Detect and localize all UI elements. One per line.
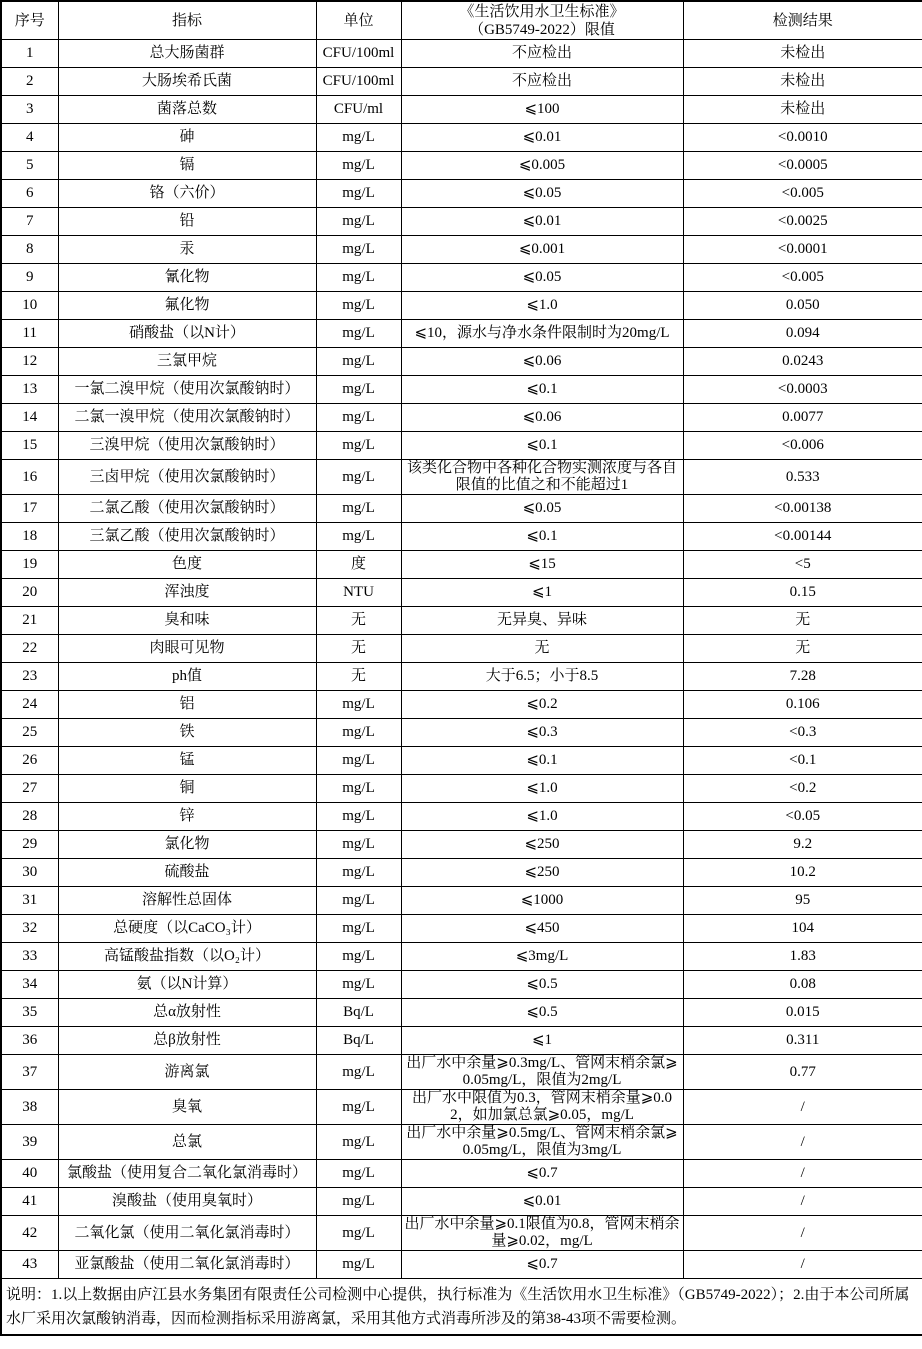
cell-unit: CFU/100ml [316,68,401,96]
cell-limit: ⩽0.005 [401,152,683,180]
header-indicator: 指标 [58,1,316,40]
cell-unit: mg/L [316,348,401,376]
cell-unit: 无 [316,607,401,635]
table-row [1,1090,922,1125]
cell-no: 32 [1,915,58,943]
cell-indicator: 氯化物 [58,831,316,859]
cell-result: <0.0003 [683,376,922,404]
cell-indicator: 二氯一溴甲烷（使用次氯酸钠时） [58,404,316,432]
cell-result: <0.005 [683,264,922,292]
table-row [1,236,922,264]
table-row [1,180,922,208]
table-row [1,1216,922,1251]
cell-result: 7.28 [683,663,922,691]
cell-limit: ⩽0.1 [401,747,683,775]
table-row [1,376,922,404]
header-limit-line2: （GB5749-2022）限值 [469,21,615,38]
cell-no: 12 [1,348,58,376]
cell-limit: ⩽1000 [401,887,683,915]
cell-unit: mg/L [316,719,401,747]
cell-no: 43 [1,1251,58,1279]
cell-result: 0.050 [683,292,922,320]
cell-limit: ⩽0.2 [401,691,683,719]
cell-unit: mg/L [316,376,401,404]
cell-limit: 大于6.5；小于8.5 [401,663,683,691]
cell-result: <0.00144 [683,523,922,551]
header-unit: 单位 [316,1,401,40]
cell-no: 33 [1,943,58,971]
cell-indicator: 二氧化氯（使用二氧化氯消毒时） [58,1216,316,1251]
cell-result: / [683,1090,922,1125]
cell-no: 13 [1,376,58,404]
cell-indicator: 镉 [58,152,316,180]
cell-indicator: 溶解性总固体 [58,887,316,915]
cell-no: 34 [1,971,58,999]
cell-no: 3 [1,96,58,124]
cell-no: 39 [1,1125,58,1160]
cell-result: 0.106 [683,691,922,719]
cell-result: 1.83 [683,943,922,971]
table-row [1,887,922,915]
table-row [1,320,922,348]
table-header [1,1,922,40]
cell-indicator: 总大肠菌群 [58,40,316,68]
table-row [1,348,922,376]
cell-unit: mg/L [316,180,401,208]
cell-unit: mg/L [316,747,401,775]
table-row [1,1055,922,1090]
cell-unit: mg/L [316,320,401,348]
cell-unit: mg/L [316,859,401,887]
cell-unit: mg/L [316,460,401,495]
cell-no: 24 [1,691,58,719]
cell-no: 10 [1,292,58,320]
cell-indicator: 氰化物 [58,264,316,292]
cell-result: 未检出 [683,68,922,96]
cell-indicator: 浑浊度 [58,579,316,607]
cell-indicator: 色度 [58,551,316,579]
cell-result: <0.0025 [683,208,922,236]
cell-no: 1 [1,40,58,68]
cell-no: 35 [1,999,58,1027]
cell-no: 41 [1,1188,58,1216]
table-row [1,432,922,460]
cell-limit: ⩽0.7 [401,1251,683,1279]
cell-limit: ⩽1.0 [401,803,683,831]
cell-result: 未检出 [683,40,922,68]
table-footer [1,1279,922,1336]
cell-result: 0.015 [683,999,922,1027]
cell-limit: ⩽0.1 [401,432,683,460]
cell-indicator: 锰 [58,747,316,775]
cell-unit: mg/L [316,404,401,432]
cell-result: 0.77 [683,1055,922,1090]
cell-result: 0.15 [683,579,922,607]
cell-no: 36 [1,1027,58,1055]
cell-limit: ⩽0.001 [401,236,683,264]
cell-unit: mg/L [316,775,401,803]
cell-limit: ⩽3mg/L [401,943,683,971]
header-limit [401,1,683,40]
cell-indicator: 氯酸盐（使用复合二氧化氯消毒时） [58,1160,316,1188]
cell-unit: 无 [316,663,401,691]
cell-limit: ⩽0.05 [401,180,683,208]
cell-unit: mg/L [316,1216,401,1251]
cell-unit: mg/L [316,971,401,999]
cell-indicator: 铬（六价） [58,180,316,208]
cell-no: 7 [1,208,58,236]
cell-indicator: 高锰酸盐指数（以O₂计） [58,943,316,971]
cell-indicator: 二氯乙酸（使用次氯酸钠时） [58,495,316,523]
cell-result: <5 [683,551,922,579]
cell-result: 0.094 [683,320,922,348]
cell-result: 104 [683,915,922,943]
cell-no: 11 [1,320,58,348]
table-row [1,460,922,495]
cell-limit: 该类化合物中各种化合物实测浓度与各自限值的比值之和不能超过1 [401,460,683,495]
cell-indicator: 总β放射性 [58,1027,316,1055]
cell-result: / [683,1188,922,1216]
cell-unit: mg/L [316,208,401,236]
note-row [1,1279,922,1336]
cell-result: / [683,1251,922,1279]
cell-limit: ⩽10，源水与净水条件限制时为20mg/L [401,320,683,348]
cell-indicator: 亚氯酸盐（使用二氧化氯消毒时） [58,1251,316,1279]
cell-limit: ⩽0.5 [401,971,683,999]
header-limit-line1: 《生活饮用水卫生标准》 [459,3,625,20]
table-row [1,264,922,292]
cell-limit: ⩽250 [401,831,683,859]
cell-indicator: 溴酸盐（使用臭氧时） [58,1188,316,1216]
table-row [1,915,922,943]
cell-indicator: 砷 [58,124,316,152]
table-row [1,40,922,68]
header-result: 检测结果 [683,1,922,40]
cell-limit: ⩽0.1 [401,523,683,551]
cell-limit: 不应检出 [401,68,683,96]
cell-result: <0.00138 [683,495,922,523]
table-row [1,292,922,320]
cell-no: 6 [1,180,58,208]
cell-result: <0.0010 [683,124,922,152]
cell-limit: ⩽0.05 [401,495,683,523]
cell-no: 15 [1,432,58,460]
cell-limit: 出厂水中余量⩾0.1限值为0.8，管网末梢余量⩾0.02，mg/L [401,1216,683,1251]
cell-indicator: 硫酸盐 [58,859,316,887]
cell-unit: mg/L [316,803,401,831]
cell-result: / [683,1216,922,1251]
cell-unit: mg/L [316,1055,401,1090]
cell-no: 8 [1,236,58,264]
cell-unit: mg/L [316,264,401,292]
cell-no: 42 [1,1216,58,1251]
cell-unit: mg/L [316,831,401,859]
cell-unit: CFU/ml [316,96,401,124]
table-row [1,943,922,971]
cell-unit: mg/L [316,915,401,943]
cell-indicator: 汞 [58,236,316,264]
table-row [1,719,922,747]
cell-unit: mg/L [316,1090,401,1125]
table-row [1,999,922,1027]
cell-no: 16 [1,460,58,495]
cell-result: 0.08 [683,971,922,999]
cell-no: 23 [1,663,58,691]
cell-unit: mg/L [316,1188,401,1216]
cell-no: 21 [1,607,58,635]
cell-limit: ⩽0.1 [401,376,683,404]
cell-unit: mg/L [316,1125,401,1160]
cell-result: 未检出 [683,96,922,124]
cell-indicator: 大肠埃希氏菌 [58,68,316,96]
cell-result: 0.0077 [683,404,922,432]
cell-no: 18 [1,523,58,551]
cell-limit: ⩽0.01 [401,208,683,236]
table-row [1,803,922,831]
cell-result: <0.05 [683,803,922,831]
cell-limit: ⩽1.0 [401,292,683,320]
cell-limit: 不应检出 [401,40,683,68]
cell-unit: 度 [316,551,401,579]
table-row [1,124,922,152]
cell-result: <0.3 [683,719,922,747]
cell-indicator: 三溴甲烷（使用次氯酸钠时） [58,432,316,460]
table-row [1,607,922,635]
table-row [1,579,922,607]
table-row [1,152,922,180]
cell-unit: 无 [316,635,401,663]
table-row [1,859,922,887]
cell-indicator: 菌落总数 [58,96,316,124]
cell-unit: Bq/L [316,999,401,1027]
table-row [1,663,922,691]
cell-result: 9.2 [683,831,922,859]
cell-no: 14 [1,404,58,432]
cell-result: 无 [683,607,922,635]
table-row [1,404,922,432]
cell-limit: ⩽0.01 [401,1188,683,1216]
cell-result: <0.1 [683,747,922,775]
cell-no: 2 [1,68,58,96]
table-row [1,775,922,803]
cell-result: <0.005 [683,180,922,208]
cell-indicator: 铝 [58,691,316,719]
cell-no: 19 [1,551,58,579]
cell-result: <0.0005 [683,152,922,180]
cell-limit: 出厂水中余量⩾0.3mg/L、管网末梢余氯⩾0.05mg/L，限值为2mg/L [401,1055,683,1090]
cell-unit: mg/L [316,124,401,152]
table-row [1,1027,922,1055]
cell-no: 5 [1,152,58,180]
cell-indicator: 硝酸盐（以N计） [58,320,316,348]
table-body [1,40,922,1279]
cell-result: / [683,1125,922,1160]
cell-indicator: 总氯 [58,1125,316,1160]
cell-no: 40 [1,1160,58,1188]
cell-limit: ⩽1 [401,579,683,607]
cell-indicator: 三卤甲烷（使用次氯酸钠时） [58,460,316,495]
table-row [1,96,922,124]
cell-indicator: 三氯乙酸（使用次氯酸钠时） [58,523,316,551]
cell-limit: 无 [401,635,683,663]
cell-limit: ⩽0.7 [401,1160,683,1188]
table-row [1,523,922,551]
cell-indicator: 游离氯 [58,1055,316,1090]
cell-limit: ⩽100 [401,96,683,124]
cell-limit: 出厂水中余量⩾0.5mg/L、管网末梢余氯⩾0.05mg/L，限值为3mg/L [401,1125,683,1160]
header-no: 序号 [1,1,58,40]
cell-limit: ⩽250 [401,859,683,887]
header-row [1,1,922,40]
cell-result: 0.311 [683,1027,922,1055]
cell-no: 17 [1,495,58,523]
cell-unit: mg/L [316,943,401,971]
table-row [1,691,922,719]
cell-unit: mg/L [316,432,401,460]
cell-result: 10.2 [683,859,922,887]
cell-indicator: 臭氧 [58,1090,316,1125]
cell-no: 9 [1,264,58,292]
cell-result: <0.006 [683,432,922,460]
cell-indicator: 氨（以N计算） [58,971,316,999]
cell-indicator: 肉眼可见物 [58,635,316,663]
cell-limit: ⩽450 [401,915,683,943]
table-row [1,747,922,775]
cell-unit: mg/L [316,691,401,719]
cell-unit: mg/L [316,495,401,523]
table-row [1,635,922,663]
cell-no: 26 [1,747,58,775]
cell-indicator: 铁 [58,719,316,747]
cell-no: 38 [1,1090,58,1125]
cell-indicator: 氟化物 [58,292,316,320]
cell-result: 无 [683,635,922,663]
cell-no: 31 [1,887,58,915]
cell-result: / [683,1160,922,1188]
cell-indicator: ph值 [58,663,316,691]
cell-no: 29 [1,831,58,859]
cell-unit: mg/L [316,887,401,915]
cell-result: <0.2 [683,775,922,803]
cell-limit: ⩽1.0 [401,775,683,803]
table-row [1,1160,922,1188]
cell-limit: ⩽0.01 [401,124,683,152]
cell-limit: ⩽15 [401,551,683,579]
cell-limit: ⩽0.06 [401,348,683,376]
cell-result: 0.0243 [683,348,922,376]
cell-unit: Bq/L [316,1027,401,1055]
cell-indicator: 总硬度（以CaCO₃计） [58,915,316,943]
cell-no: 28 [1,803,58,831]
note-text: 说明：1.以上数据由庐江县水务集团有限责任公司检测中心提供，执行标准为《生活饮用水卫生标准》（GB5749-2022）；2.由于本公司所属水厂采用次氯酸钠消毒，因而检测指标采用游离氯，采用其他方式消毒所涉及的第38-43项不需要检测。 [1,1279,922,1336]
table-row [1,831,922,859]
table-row [1,971,922,999]
cell-no: 27 [1,775,58,803]
cell-unit: mg/L [316,1160,401,1188]
cell-limit: ⩽0.05 [401,264,683,292]
cell-limit: 无异臭、异味 [401,607,683,635]
table-row [1,1251,922,1279]
table-row [1,1125,922,1160]
cell-indicator: 锌 [58,803,316,831]
cell-limit: ⩽1 [401,1027,683,1055]
cell-unit: mg/L [316,523,401,551]
cell-indicator: 铜 [58,775,316,803]
cell-limit: ⩽0.3 [401,719,683,747]
cell-unit: mg/L [316,1251,401,1279]
cell-indicator: 三氯甲烷 [58,348,316,376]
table-row [1,208,922,236]
cell-unit: mg/L [316,236,401,264]
cell-indicator: 臭和味 [58,607,316,635]
cell-unit: NTU [316,579,401,607]
table-row [1,1188,922,1216]
cell-result: <0.0001 [683,236,922,264]
table-row [1,551,922,579]
cell-indicator: 总α放射性 [58,999,316,1027]
cell-indicator: 一氯二溴甲烷（使用次氯酸钠时） [58,376,316,404]
cell-unit: CFU/100ml [316,40,401,68]
cell-result: 95 [683,887,922,915]
cell-unit: mg/L [316,152,401,180]
cell-indicator: 铅 [58,208,316,236]
cell-no: 4 [1,124,58,152]
cell-unit: mg/L [316,292,401,320]
cell-limit: 出厂水中限值为0.3，管网末梢余量⩾0.02，如加氯总氯⩾0.05，mg/L [401,1090,683,1125]
cell-no: 37 [1,1055,58,1090]
cell-limit: ⩽0.06 [401,404,683,432]
cell-no: 20 [1,579,58,607]
table-row [1,495,922,523]
cell-limit: ⩽0.5 [401,999,683,1027]
cell-result: 0.533 [683,460,922,495]
table-row [1,68,922,96]
cell-no: 30 [1,859,58,887]
cell-no: 25 [1,719,58,747]
cell-no: 22 [1,635,58,663]
